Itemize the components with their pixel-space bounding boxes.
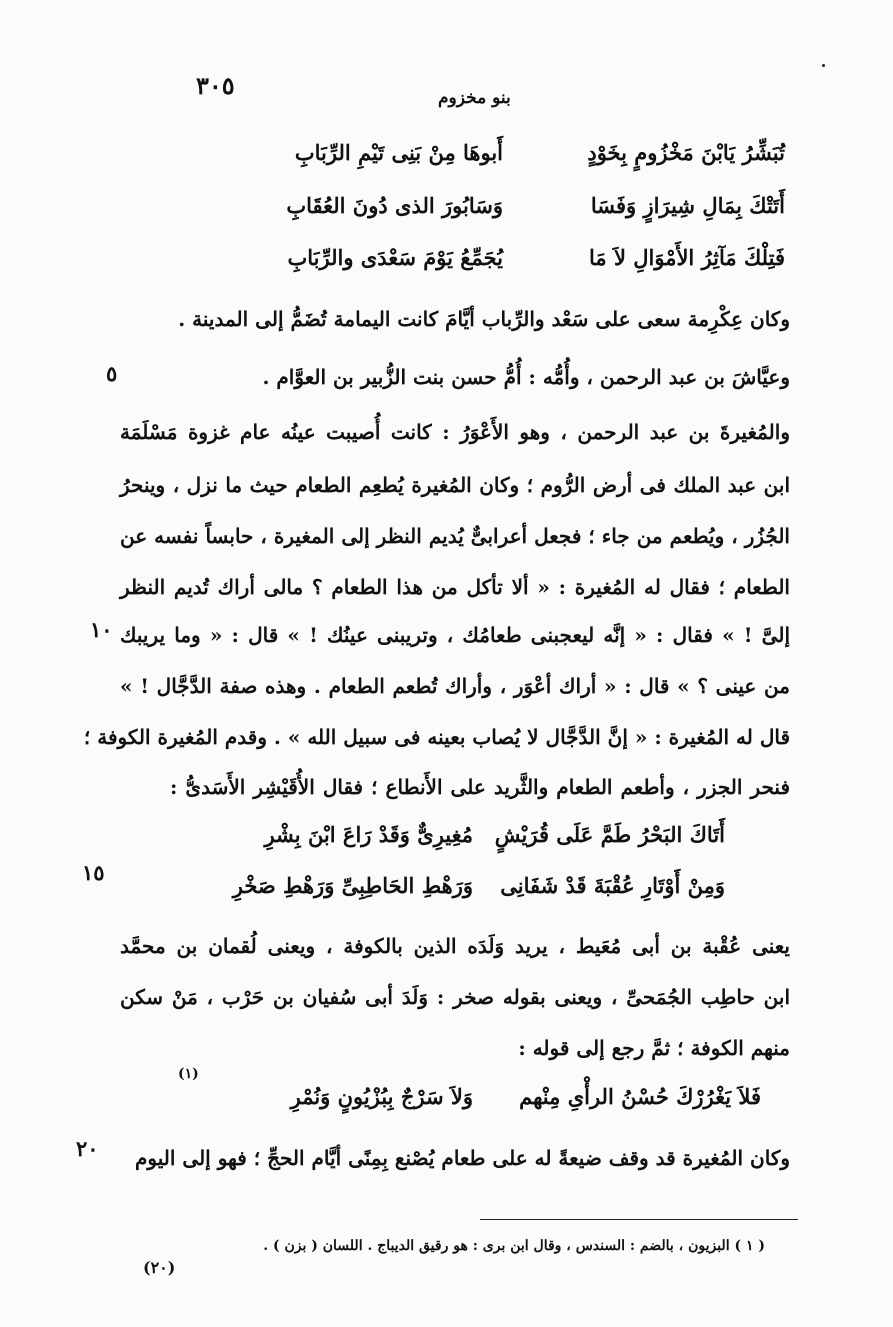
running-head: بنو مخزوم bbox=[438, 88, 511, 108]
verse-6-right: فَلاَ يَغْرُرْكَ حُسْنُ الرأْىِ مِنْهم bbox=[519, 1084, 761, 1109]
paragraph-3-line: قال له المُغيرة : « إنَّ الدَّجَّال لا يُصاب بعينه فى سبيل الله » . وقدم المُغيرة الكوفة ؛ bbox=[83, 725, 790, 749]
paragraph-5: وكان المُغيرة قد وقف ضيعةً له على طعام يُصْنع بِمِنًى أيَّام الحجِّ ؛ فهو إلى اليوم bbox=[135, 1146, 790, 1170]
paragraph-3-line: ابن عبد الملك فى أرض الرُّوم ؛ وكان المُغيرة يُطعِم الطعام حيث ما نزل ، وينحرُ bbox=[120, 473, 790, 497]
verse-2-right: أَتَتْكَ بِمَالِ شِيرَازٍ وَفَسَا bbox=[590, 193, 785, 218]
line-number-10: ١٠ bbox=[90, 617, 113, 642]
paragraph-2: وعيَّاشَ بن عبد الرحمن ، وأُمُّه : أُمُّ حسن بنت الزُّبير بن العوَّام . bbox=[262, 365, 790, 389]
verse-1-right: تُبَشِّرُ يَابْنَ مَخْزُومٍ بِخَوْدٍ bbox=[587, 140, 785, 165]
paragraph-4-line: منهم الكوفة ؛ ثمَّ رجع إلى قوله : bbox=[518, 1036, 790, 1060]
paragraph-3-line: إلىَّ ! » فقال : « إنَّه ليعجبنى طعامُك ، وتريبنى عينُك ! » قال : « وما يريبك bbox=[120, 623, 790, 647]
footnote: ( ١ ) البزيون ، بالضم : السندس ، وقال ابن برى : هو رقيق الديباج . اللسان ( بزن ) . bbox=[263, 1238, 765, 1254]
footnote-rule bbox=[480, 1219, 798, 1220]
paragraph-4-line: يعنى عُقْبة بن أبى مُعَيط ، يريد وَلَدَه الذين بالكوفة ، ويعنى لُقمان بن محمَّد bbox=[120, 934, 790, 958]
verse-3-right: فَتِلْكَ مَآثِرُ الأَمْوَالِ لاَ مَا bbox=[589, 245, 785, 270]
verse-2-left: وَسَابُورَ الذى دُونَ العُقَابِ bbox=[286, 193, 503, 218]
paragraph-3-line: الطعام ؛ فقال له المُغيرة : « ألا تأكل من هذا الطعام ؟ مالى أراك تُديم النظر bbox=[120, 575, 790, 599]
signature-mark: (٢٠) bbox=[143, 1258, 176, 1277]
verse-1-left: أَبوهَا مِنْ بَنِى تَيْمِ الرِّبَابِ bbox=[294, 140, 503, 165]
verse-5-left: وَرَهْطِ الحَاطِبِىِّ وَرَهْطِ صَخْرِ bbox=[232, 873, 473, 898]
paragraph-3-line: الجُزُر ، ويُطعم من جاء ؛ فجعل أعرابىٌّ يُديم النظر إلى المغيرة ، حابساً نفسه عن bbox=[120, 524, 790, 548]
line-number-5: ٥ bbox=[106, 361, 118, 386]
line-number-15: ١٥ bbox=[82, 860, 105, 885]
paragraph-1: وكان عِكْرِمة سعى على سَعْد والرِّباب أيَّامَ كانت اليمامة تُضَمُّ إلى المدينة . bbox=[178, 307, 790, 331]
line-number-20: ٢٠ bbox=[76, 1136, 99, 1161]
verse-5-right: وَمِنْ أَوْتَارِ عُقْبَةَ قَدْ شَفَانِى bbox=[500, 873, 725, 898]
verse-3-left: يُجَمِّعُ يَوْمَ سَعْدَى والرِّبَابِ bbox=[287, 245, 503, 270]
paragraph-3-line: والمُغيرةَ بن عبد الرحمن ، وهو الأَعْوَرُ : كانت أُصيبت عينُه عام غزوة مَسْلَمَة bbox=[120, 420, 790, 444]
paragraph-4-line: ابن حاطِب الجُمَحىِّ ، ويعنى بقوله صخر : وَلَدَ أبى سُفيان بن حَرْب ، مَنْ سكن bbox=[120, 985, 790, 1009]
verse-6-left: وَلاَ سَرْجٌ بِبُزْيُونٍ وَنُمْرِ bbox=[290, 1084, 473, 1109]
verse-4-right: أَتَاكَ البَحْرُ طَمَّ عَلَى قُرَيْشٍ bbox=[494, 822, 725, 847]
footnote-marker: (١) bbox=[178, 1066, 199, 1082]
paragraph-3-line: من عينى ؟ » قال : « أراك أعْوَر ، وأراك تُطعم الطعام . وهذه صفة الدَّجَّال ! » bbox=[120, 674, 790, 698]
verse-4-left: مُغِيرِىٌّ وَقَدْ رَاعَ ابْنَ بِشْرِ bbox=[264, 822, 473, 847]
page-number: ٣٠٥ bbox=[196, 71, 235, 100]
paragraph-3-line: فنحر الجزر ، وأطعم الطعام والثَّريد على الأَنطاع ؛ فقال الأُقَيْشِر الأَسَدىُّ : bbox=[170, 775, 790, 799]
speck bbox=[822, 64, 825, 67]
